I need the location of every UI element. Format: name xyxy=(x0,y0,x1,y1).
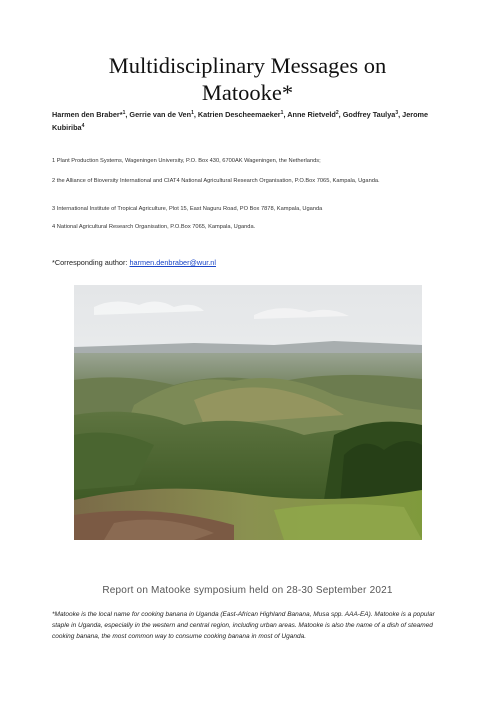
title-line-2: Matooke* xyxy=(201,80,294,105)
affiliation-3: 3 International Institute of Tropical Agriculture, Plot 15, East Naguru Road, PO Box 7878, Kampala, Uganda xyxy=(52,206,323,212)
author-6: , Jerome Kubiriba xyxy=(52,110,429,132)
title-line-1: Multidisciplinary Messages on xyxy=(108,53,387,78)
author-5-affil: 3 xyxy=(395,110,399,116)
corresponding-author xyxy=(52,258,452,267)
author-3-affil: 1 xyxy=(280,110,284,116)
author-4: , Anne Rietveld xyxy=(283,110,336,119)
affiliation-1: 1 Plant Production Systems, Wageningen University, P.O. Box 430, 6700AK Wageningen, the Netherlands; xyxy=(52,158,321,164)
author-2-affil: 1 xyxy=(191,110,194,116)
page-title xyxy=(40,52,455,106)
author-4-affil: 2 xyxy=(335,110,339,116)
author-list xyxy=(52,108,457,134)
author-1: Harmen den Braber* xyxy=(52,110,123,119)
author-1-affil: 1 xyxy=(122,110,126,116)
affiliation-2: 2 the Alliance of Bioversity International and CIAT4 National Agricultural Research Organisation, P.O.Box 7065, Kampala, Uganda. xyxy=(52,178,380,184)
author-3: , Katrien Descheemaeker xyxy=(193,110,281,119)
author-5: , Godfrey Taulya xyxy=(338,110,396,119)
landscape-photo xyxy=(74,285,422,540)
footnote: *Matooke is the local name for cooking banana in Uganda (East-African Highland Banana, Musa spp. AAA-EA). Matooke is a popular staple in Uganda, especially in the western and central region, including urban areas. Matooke is also the name of a dish of steamed cooking banana, the most common way to consume cooking banana in most of Uganda. xyxy=(52,611,435,641)
author-6-affil: 4 xyxy=(81,123,85,129)
corresponding-label: *Corresponding author: xyxy=(52,258,130,267)
report-subtitle: Report on Matooke symposium held on 28-30 September 2021 xyxy=(102,585,393,596)
affiliation-4: 4 National Agricultural Research Organisation, P.O.Box 7065, Kampala, Uganda. xyxy=(52,224,256,230)
author-email-link[interactable]: harmen.denbraber@wur.nl xyxy=(129,258,216,267)
author-2: , Gerrie van de Ven xyxy=(125,110,192,119)
